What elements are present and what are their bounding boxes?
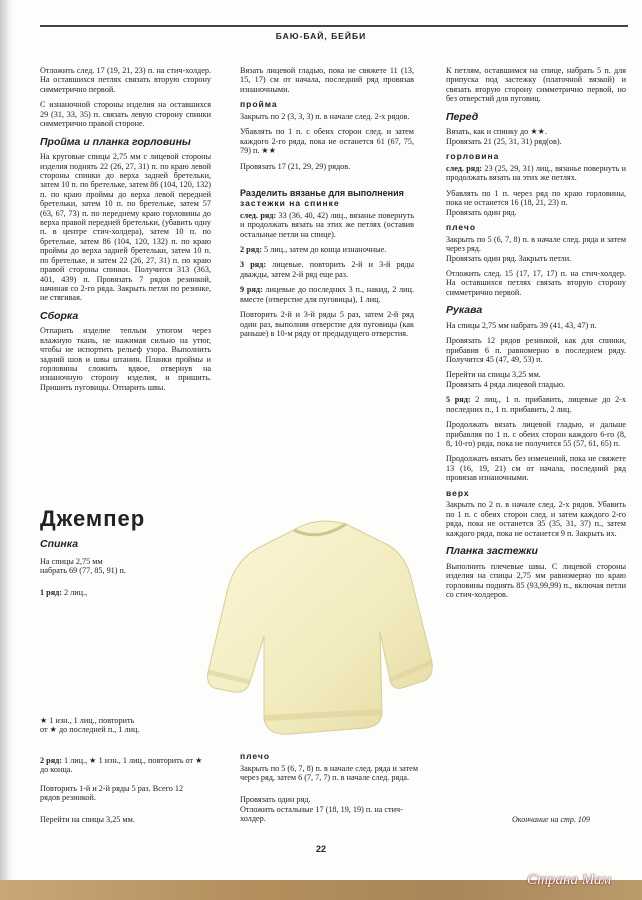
sweater-body [208,521,433,734]
row-label: 9 ряд: [240,285,263,295]
column-left [40,66,211,398]
section-heading: Рукава [446,304,483,317]
paragraph: Перейти на спицы 3,25 мм. [40,815,135,824]
paragraph: На спицы 2,75 мм набрать 69 (77, 85, 91) п. [40,557,126,576]
paragraph: 9 ряд: лицевые до последних 3 п., накид, 2 лиц. вместе (отверстие для пуговицы), 1 лиц. [240,285,414,304]
watermark: Страна Мам [527,872,612,888]
paragraph: Закрыть по 2 п. в начале след. 2-х рядов. Убавить по 1 п. с обеих сторон след. и затем каждого 2-го ряда, пока не останется 35 (35, 31, 37) п., затем каждого ряда, пока не останется 9 п. Закрыть их. [446,500,626,538]
row-label: 2 ряд: [40,756,62,765]
paragraph: Вязать лицевой гладью, пока не свяжете 11 (13, 15, 17) см от начала, последний ряд провязав изнаночными. [240,66,414,94]
subheading: горловина [446,151,500,162]
column-middle [240,66,414,344]
paragraph: 1 ряд: 2 лиц., [40,588,88,597]
paragraph: Провязать один ряд. [446,207,517,217]
paragraph: Провязать один ряд. Закрыть петли. [446,253,572,263]
section-heading: Сборка [40,309,79,322]
paragraph: Закрыть по 5 (6, 7, 8) п. в начале след. ряда и затем через ряд, затем 6 (7, 7, 7) п. в начале след. ряда. [240,764,418,783]
page-number: 22 [315,844,326,854]
paragraph: Продолжать вязать лицевой гладью, и дальше прибавляя по 1 п. с обеих сторон каждого 6-го (8, 8, 10-го) ряда, пока не получится 55 (57, 61, 65) п. [446,420,626,449]
section-heading: Перед [446,110,479,123]
paragraph: Провязать один ряд. [240,795,311,804]
paragraph: На спицы 2,75 мм набрать 39 (41, 43, 47) п. [446,320,597,330]
paragraph: Провязать 12 рядов резинкой, как для спинки, прибавив 6 п. равномерно в последнем ряду. Получится 45 (47, 49, 53) п. [446,336,626,365]
header-rule [40,25,628,27]
paragraph: Повторить 2-й и 3-й ряды 5 раз, затем 2-й ряд один раз, выполняя отверстие для пуговицы (как раньше) в 10-м ряду от предыдущего отверстия. [240,310,414,339]
page-binding-shadow [0,0,14,900]
paragraph: Провязать 17 (21, 29, 29) рядов. [240,161,351,171]
paragraph: Закрыть по 5 (6, 7, 8) п. в начале след. ряда и затем через ряд. [446,234,626,254]
paragraph: 5 ряд: 2 лиц., 1 п. прибавить, лицевые до 2-х последних п., 1 п. прибавить, 2 лиц. [446,395,627,414]
paragraph: 3 ряд: лицевые. повторить 2-й и 3-й ряды дважды, затем 2-й ряд еще раз. [240,260,414,279]
paragraph: Отложить след. 15 (17, 17, 17) п. на стич-холдер. На оставшихся петлях связать вторую сторону симметрично первой. [446,268,626,297]
row-label: 3 ряд: [240,260,267,270]
paragraph: Закрыть по 2 (3, 3, 3) п. в начале след. 2-х рядов. [240,112,410,122]
row-label: 1 ряд: [40,588,62,597]
section-heading: Планка застежки [446,545,538,558]
subheading: верх [446,487,470,498]
paragraph: Вязать, как и спинку до ★★. [446,127,548,137]
section-heading: Спинка [40,538,79,550]
subheading: плечо [240,751,271,761]
paragraph: след. ряд: 33 (36, 40, 42) лиц., вязанье повернуть и продолжать вязать на этих же петлях (оставив остальные петли на спице). [240,210,414,239]
running-header: БАЮ-БАЙ, БЕЙБИ [275,31,367,41]
paragraph: К петлям, оставшимся на спице, набрать 5 п. для припуска под застежку (платочной вязкой) и связать вторую сторону симметрично первой, но без отверстий для пуговиц. [446,66,626,104]
paragraph: 2 ряд: 5 лиц., затем до конца изнаночные. [240,245,387,255]
paragraph: Провязать 21 (25, 31, 31) ряд(ов). [446,136,562,146]
paragraph: 2 ряд: 1 лиц., ★ 1 изн., 1 лиц., повторить от ★ до конца. [40,756,203,775]
row-label: след. ряд: [446,163,483,173]
paragraph: Убавлять по 1 п. с обеих сторон след. и затем каждого 2-го ряда, пока не останется 61 (67, 75, 79) п. ★★ [240,127,414,156]
row-label: след. ряд: [240,210,277,220]
paragraph: Отложить остальные 17 (18, 19, 19) п. на стич-холдер. [240,805,403,824]
sweater-photo [206,512,434,742]
paragraph: Провязать 4 ряда лицевой гладью. [446,379,566,389]
paragraph: С изнаночной стороны изделия на оставшихся 29 (31, 33, 35) п. связать левую сторону спинки симметрично правой стороне. [40,100,211,129]
paragraph: Выполнить плечевые швы. С лицевой стороны изделия на спицы 2,75 мм равномерно по краю горловины поднять 85 (93,99,99) п., включая петли со стич-холдеров. [446,561,626,599]
row-label: 5 ряд: [446,395,471,405]
paragraph: На круговые спицы 2,75 мм с лицевой стороны изделия поднять 22 (26, 27, 31) п. по краю левой стороны спинки до верха задней бретельки, затем 10 п. по бретельке, затем 86 (104, 120, 132) п. по краю проймы до верха левой передней бретельки, затем 10 п. по бретельке, затем 57 (63, 67, 73) п. по переднему краю горловины до верха правой передней бретельки, (убавить одну п. в центре стич-холдера), затем 10 п. по бретельке, затем 86 (104, 120, 132) п. по краю проймы до верха задней бретельки, затем 10 п. по бретельке, и затем 22 (26, 27, 31) п. по краю правой стороны спинки. Получится 313 (363, 401, 439) п. Провязать 7 рядов резинкой, начиная со 2-го ряда. Закрыть петли по резинке, не стягивая. [40,152,211,303]
subheading: застежки на спинке [240,198,340,209]
row-label: 2 ряд: [240,245,262,255]
subheading: Разделить вязанье для выполнения [240,188,404,199]
column-right [446,66,626,605]
paragraph: Перейти на спицы 3,25 мм. [446,370,541,380]
paragraph: след. ряд: 23 (25, 29, 31) лиц., вязанье повернуть и продолжать вязать на этих же петлях. [446,163,626,183]
section-heading: Пройма и планка горловины [40,135,191,148]
paragraph: ★ 1 изн., 1 лиц., повторить от ★ до последней п., 1 лиц. [40,716,140,735]
continued-note: Окончание на стр. 109 [512,815,590,824]
paragraph: Продолжать вязать без изменений, пока не свяжете 13 (16, 19, 21) см от начала, последний ряд провязав изнаночными. [446,454,626,483]
subheading: пройма [240,99,278,110]
paragraph: Отложить след. 17 (19, 21, 23) п. на стич-холдер. На оставшихся петлях связать вторую сторону симметрично первой. [40,66,211,94]
paragraph: Убавлять по 1 п. через ряд по краю горловины, пока не останется 16 (18, 21, 23) п. [446,188,626,208]
jumper-title: Джемпер [40,506,146,531]
subheading: плечо [446,221,477,232]
paragraph: Повторить 1-й и 2-й ряды 5 раз. Всего 12 рядов резинкой. [40,784,184,803]
paragraph: Отпарить изделие теплым утюгом через влажную ткань, не нажимая сильно на утюг, чтобы не испортить рельеф узора. Выполнить задний шов и швы штанин. Планки проймы и горловины сложить вдвое, отвернув на изнаночную сторону изделия, и пришить. Пришить пуговицы. Отпарить швы. [40,326,211,392]
